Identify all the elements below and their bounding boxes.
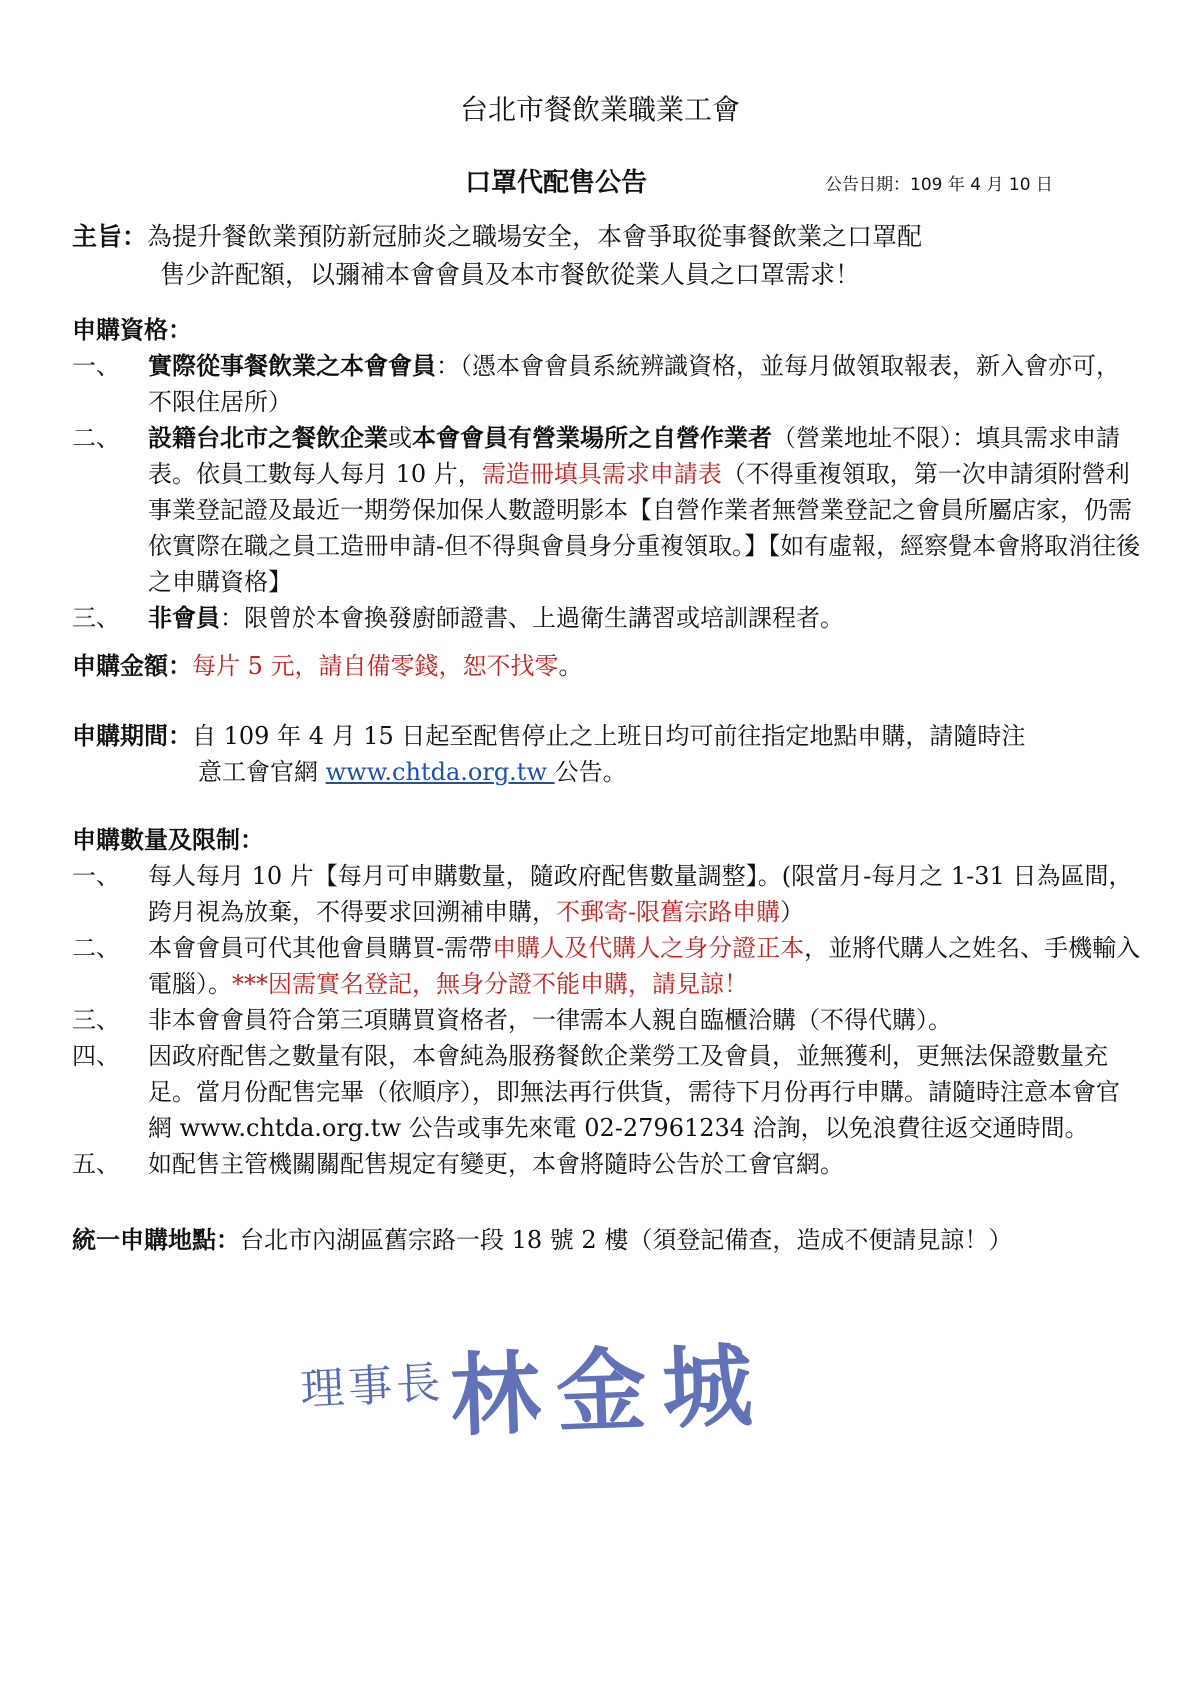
item-number: 三、 xyxy=(72,604,120,632)
quantity-item-4 xyxy=(72,1038,1142,1146)
item-bold-text: 實際從事餐飲業之本會會員 xyxy=(148,352,436,380)
item-text: 或 xyxy=(388,424,412,452)
notice-date: 公告日期：109 年 4 月 10 日 xyxy=(825,175,1053,195)
eligibility-item-2 xyxy=(72,420,1142,600)
item-text: ：（憑本會會員系統辨識資格，並每月做領取報表，新入會亦可，不限住居所） xyxy=(148,352,1120,416)
item-text: ，並將代購人之姓名、手機輸入電腦）。 xyxy=(148,934,1141,998)
item-text: （營業地址不限）：填具需求申請表。依員工數每人每月 10 片， xyxy=(148,424,1120,488)
place-text: 台北市內湖區舊宗路一段 18 號 2 樓（須登記備查，造成不便請見諒！） xyxy=(240,1226,1013,1254)
subject-section xyxy=(72,218,1142,294)
item-bold-text: 本會會員有營業場所之自營作業者 xyxy=(412,424,772,452)
item-text: （不得重複領取，第一次申請須附營利事業登記證及最近一期勞保加保人數證明影本【自營作業者無營業登記之會員所屬店家，仍需依實際在職之員工造冊申請-但不得與會員身分重複領取。】【如有虛報，經察覺本會將取消往後之申購資格】 xyxy=(148,460,1141,596)
item-number: 二、 xyxy=(72,424,120,452)
signature-name: 林金城 xyxy=(448,1332,771,1450)
period-text-1: 自 109 年 4 月 15 日起至配售停止之上班日均可前往指定地點申購，請隨時注 xyxy=(192,722,1026,750)
eligibility-item-1 xyxy=(72,348,1142,420)
eligibility-list xyxy=(72,348,1142,636)
item-number: 四、 xyxy=(72,1042,120,1070)
item-text: ：限曾於本會換發廚師證書、上過衛生講習或培訓課程者。 xyxy=(220,604,844,632)
item-text: 非本會會員符合第三項購買資格者，一律需本人親自臨櫃洽購（不得代購）。 xyxy=(148,1006,952,1034)
website-link[interactable]: www.chtda.org.tw xyxy=(325,758,555,786)
item-bold-text: 設籍台北市之餐飲企業 xyxy=(148,424,388,452)
period-line-1 xyxy=(72,718,1142,754)
quantity-heading: 申購數量及限制： xyxy=(72,826,264,854)
item-text: 因政府配售之數量有限，本會純為服務餐飲企業勞工及會員，並無獲利，更無法保證數量充足。當月份配售完畢（依順序），即無法再行供貨，需待下月份再行申購。請隨時注意本會官網 www.chtda.org.tw 公告或事先來電 02-27961234 洽詢，以免浪費往返交通時間。 xyxy=(148,1042,1120,1142)
item-number: 五、 xyxy=(72,1150,120,1178)
item-number: 二、 xyxy=(72,934,120,962)
quantity-item-2 xyxy=(72,930,1142,1002)
amount-end: 。 xyxy=(558,652,583,680)
subject-text-1: 為提升餐飲業預防新冠肺炎之職場安全，本會爭取從事餐飲業之口罩配 xyxy=(147,222,923,251)
item-number: 三、 xyxy=(72,1006,120,1034)
subject-label: 主旨： xyxy=(72,222,148,251)
item-text: ） xyxy=(780,898,805,926)
item-red-text: 不郵寄-限舊宗路申購 xyxy=(556,898,781,926)
period-label: 申購期間： xyxy=(72,722,192,750)
place-label: 統一申購地點： xyxy=(72,1226,240,1254)
period-section xyxy=(72,718,1142,790)
subject-line-1 xyxy=(72,218,1142,256)
period-line-2 xyxy=(72,754,1142,790)
quantity-item-1 xyxy=(72,858,1142,930)
signature-title: 理事長 xyxy=(298,1357,446,1416)
item-red-text: 需造冊填具需求申請表 xyxy=(481,460,722,488)
amount-value: 每片 5 元，請自備零錢，恕不找零 xyxy=(192,652,559,680)
organization-name: 台北市餐飲業職業工會 xyxy=(459,93,740,126)
item-number: 一、 xyxy=(72,862,120,890)
chairman-signature xyxy=(298,1318,800,1450)
subject-line-2: 售少許配額，以彌補本會會員及本市餐飲從業人員之口罩需求！ xyxy=(160,260,861,289)
item-number: 一、 xyxy=(72,352,120,380)
quantity-list xyxy=(72,858,1142,1182)
item-text: 每人每月 10 片【每月可申購數量，隨政府配售數量調整】。(限當月-每月之 1-31 日為區間，跨月視為放棄，不得要求回溯補申購， xyxy=(148,862,1133,926)
place-section xyxy=(72,1222,1142,1258)
item-red-text: 申購人及代購人之身分證正本 xyxy=(492,934,805,962)
eligibility-item-3 xyxy=(72,600,1142,636)
quantity-item-3 xyxy=(72,1002,1142,1038)
notice-title: 口罩代配售公告 xyxy=(465,168,648,198)
item-text: 本會會員可代其他會員購買-需帶 xyxy=(148,934,493,962)
item-red-text: ***因需實名登記，無身分證不能申購，請見諒！ xyxy=(232,970,748,998)
item-bold-text: 非會員 xyxy=(148,604,220,632)
period-text-2: 意工會官網 xyxy=(198,758,326,786)
period-text-3: 公告。 xyxy=(554,758,627,786)
eligibility-heading: 申購資格： xyxy=(72,316,192,344)
amount-section xyxy=(72,648,1142,684)
amount-label: 申購金額： xyxy=(72,652,192,680)
item-text: 如配售主管機關關配售規定有變更，本會將隨時公告於工會官網。 xyxy=(148,1150,844,1178)
quantity-item-5 xyxy=(72,1146,1142,1182)
